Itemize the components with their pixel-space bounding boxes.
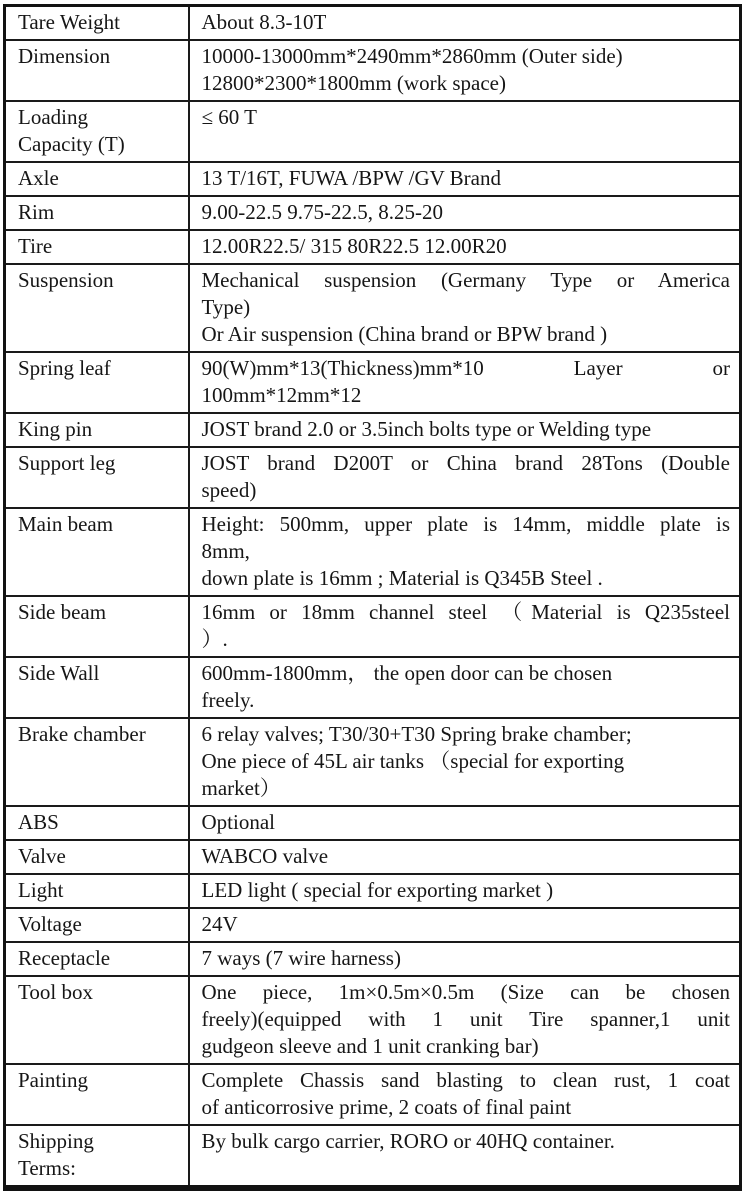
spec-label-line: Loading xyxy=(18,105,88,129)
spec-value-cell xyxy=(189,6,741,41)
spec-value-cell xyxy=(189,1064,741,1125)
table-row xyxy=(5,596,741,657)
spec-label-line: Rim xyxy=(18,200,55,224)
table-row xyxy=(5,976,741,1064)
spec-value-cell xyxy=(189,40,741,101)
spec-label-cell xyxy=(5,976,189,1064)
spec-value-line: 16mm or 18mm channel steel （Material is Q235steel xyxy=(201,600,730,624)
table-row xyxy=(5,352,741,413)
spec-value-line: 90(W)mm*13(Thickness)mm*10 Layer or xyxy=(201,356,730,380)
spec-value-line: freely)(equipped with 1 unit Tire spanner,1 unit xyxy=(201,1007,730,1031)
spec-label-cell xyxy=(5,1125,189,1188)
spec-value-line: speed) xyxy=(201,478,257,502)
table-row xyxy=(5,874,741,908)
spec-value-line: 24V xyxy=(201,912,238,936)
spec-value-cell xyxy=(189,413,741,447)
table-row xyxy=(5,40,741,101)
table-row xyxy=(5,508,741,596)
spec-value-line: JOST brand 2.0 or 3.5inch bolts type or Welding type xyxy=(201,417,652,441)
spec-value-line: 10000-13000mm*2490mm*2860mm (Outer side) xyxy=(201,44,623,68)
spec-label-line: Capacity (T) xyxy=(18,132,125,156)
spec-label-cell xyxy=(5,162,189,196)
spec-label-line: Painting xyxy=(18,1068,89,1092)
spec-label-cell xyxy=(5,874,189,908)
spec-label-cell xyxy=(5,6,189,41)
spec-label-line: Side Wall xyxy=(18,661,100,685)
spec-value-line: Height: 500mm, upper plate is 14mm, middle plate is xyxy=(201,512,730,536)
spec-label-line: Spring leaf xyxy=(18,356,111,380)
spec-label-cell xyxy=(5,806,189,840)
table-row xyxy=(5,6,741,41)
table-row xyxy=(5,1125,741,1188)
spec-value-line: 12800*2300*1800mm (work space) xyxy=(201,71,506,95)
table-row xyxy=(5,840,741,874)
spec-label-line: Shipping xyxy=(18,1129,94,1153)
table-row xyxy=(5,657,741,718)
spec-value-line: About 8.3-10T xyxy=(201,10,327,34)
spec-value-cell xyxy=(189,196,741,230)
spec-value-cell xyxy=(189,657,741,718)
spec-label-line: Support leg xyxy=(18,451,116,475)
spec-value-line: ）. xyxy=(201,627,228,651)
spec-value-line: Or Air suspension (China brand or BPW brand ) xyxy=(201,322,608,346)
spec-value-line: By bulk cargo carrier, RORO or 40HQ container. xyxy=(201,1129,615,1153)
spec-value-line: One piece of 45L air tanks （special for exporting xyxy=(201,749,625,773)
table-row xyxy=(5,718,741,806)
spec-label-cell xyxy=(5,101,189,162)
spec-label-cell xyxy=(5,264,189,352)
spec-label-cell xyxy=(5,840,189,874)
table-row xyxy=(5,264,741,352)
spec-value-cell xyxy=(189,162,741,196)
spec-label-cell xyxy=(5,942,189,976)
spec-value-line: 9.00-22.5 9.75-22.5, 8.25-20 xyxy=(201,200,443,224)
spec-value-cell xyxy=(189,806,741,840)
spec-value-line: 600mm-1800mm， the open door can be chosen xyxy=(201,661,613,685)
spec-label-line: Suspension xyxy=(18,268,114,292)
spec-value-line: Type) xyxy=(201,295,251,319)
spec-label-line: King pin xyxy=(18,417,93,441)
spec-value-line: 13 T/16T, FUWA /BPW /GV Brand xyxy=(201,166,501,190)
spec-label-cell xyxy=(5,1064,189,1125)
spec-label-line: Terms: xyxy=(18,1156,77,1180)
spec-label-cell xyxy=(5,352,189,413)
table-row xyxy=(5,162,741,196)
spec-label-line: Side beam xyxy=(18,600,107,624)
spec-value-line: freely. xyxy=(201,688,255,712)
spec-label-line: Tire xyxy=(18,234,53,258)
spec-value-cell xyxy=(189,718,741,806)
spec-label-cell xyxy=(5,508,189,596)
spec-value-line: 100mm*12mm*12 xyxy=(201,383,362,407)
spec-value-cell xyxy=(189,1125,741,1188)
spec-label-line: Valve xyxy=(18,844,66,868)
spec-value-cell xyxy=(189,840,741,874)
spec-value-line: LED light ( special for exporting market ) xyxy=(201,878,554,902)
spec-label-cell xyxy=(5,657,189,718)
spec-label-line: Dimension xyxy=(18,44,111,68)
table-row xyxy=(5,230,741,264)
spec-label-cell xyxy=(5,718,189,806)
spec-value-cell xyxy=(189,264,741,352)
spec-value-line: JOST brand D200T or China brand 28Tons (Double xyxy=(201,451,730,475)
spec-value-line: 8mm, xyxy=(201,539,250,563)
spec-value-line: down plate is 16mm ; Material is Q345B Steel . xyxy=(201,566,603,590)
spec-label-cell xyxy=(5,447,189,508)
spec-label-cell xyxy=(5,196,189,230)
spec-value-cell xyxy=(189,508,741,596)
spec-label-cell xyxy=(5,413,189,447)
spec-label-line: Light xyxy=(18,878,64,902)
spec-value-line: of anticorrosive prime, 2 coats of final paint xyxy=(201,1095,572,1119)
spec-value-cell xyxy=(189,908,741,942)
spec-value-line: gudgeon sleeve and 1 unit cranking bar) xyxy=(201,1034,539,1058)
spec-label-cell xyxy=(5,908,189,942)
spec-value-line: Complete Chassis sand blasting to clean rust, 1 coat xyxy=(201,1068,730,1092)
spec-table xyxy=(3,4,742,1191)
table-row xyxy=(5,413,741,447)
table-row xyxy=(5,101,741,162)
spec-value-cell xyxy=(189,942,741,976)
spec-value-cell xyxy=(189,596,741,657)
spec-label-cell xyxy=(5,596,189,657)
spec-label-line: Tool box xyxy=(18,980,93,1004)
spec-label-line: Receptacle xyxy=(18,946,111,970)
spec-label-line: ABS xyxy=(18,810,59,834)
spec-label-cell xyxy=(5,230,189,264)
spec-value-cell xyxy=(189,352,741,413)
spec-value-cell xyxy=(189,447,741,508)
spec-label-line: Brake chamber xyxy=(18,722,146,746)
spec-label-line: Tare Weight xyxy=(18,10,120,34)
table-row xyxy=(5,447,741,508)
spec-label-line: Main beam xyxy=(18,512,114,536)
spec-value-cell xyxy=(189,230,741,264)
table-row xyxy=(5,806,741,840)
spec-value-line: Optional xyxy=(201,810,275,834)
spec-value-line: One piece, 1m×0.5m×0.5m (Size can be chosen xyxy=(201,980,730,1004)
spec-value-line: 6 relay valves; T30/30+T30 Spring brake chamber; xyxy=(201,722,632,746)
spec-table-body xyxy=(5,6,741,1189)
spec-value-line: WABCO valve xyxy=(201,844,329,868)
spec-label-line: Voltage xyxy=(18,912,82,936)
table-row xyxy=(5,196,741,230)
spec-label-line: Axle xyxy=(18,166,59,190)
spec-value-cell xyxy=(189,101,741,162)
spec-value-line: 12.00R22.5/ 315 80R22.5 12.00R20 xyxy=(201,234,507,258)
table-row xyxy=(5,942,741,976)
spec-label-cell xyxy=(5,40,189,101)
spec-value-line: ≤ 60 T xyxy=(201,105,257,129)
spec-value-line: Mechanical suspension (Germany Type or America xyxy=(201,268,730,292)
table-row xyxy=(5,908,741,942)
spec-value-line: market） xyxy=(201,776,281,800)
spec-value-cell xyxy=(189,976,741,1064)
table-row xyxy=(5,1064,741,1125)
spec-value-line: 7 ways (7 wire harness) xyxy=(201,946,401,970)
spec-value-cell xyxy=(189,874,741,908)
